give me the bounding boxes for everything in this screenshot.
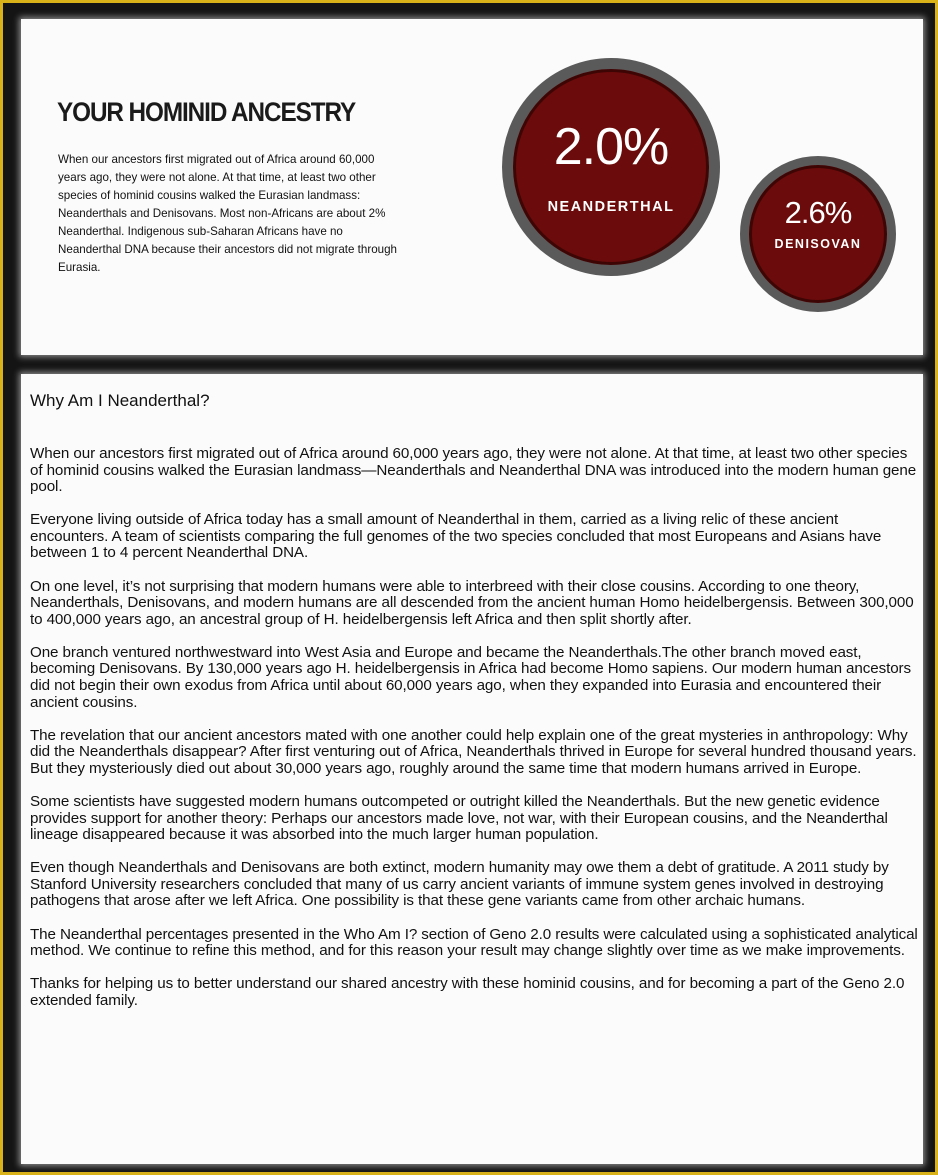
- denisovan-percentage-circle: [740, 156, 896, 312]
- denisovan-label: DENISOVAN: [774, 237, 862, 251]
- article-paragraph: Even though Neanderthals and Denisovans are both extinct, modern humanity may owe them a debt of gratitude. A 2011 study by Stanford University researchers concluded that many of us carry ancient variants of immune system genes involved in destroying pathogens that arose after we left Africa. One possibility is that these gene variants came from other archaic humans.: [30, 859, 889, 910]
- hominid-ancestry-heading: YOUR HOMINID ANCESTRY: [57, 97, 356, 127]
- hominid-ancestry-panel: [21, 19, 923, 355]
- article-paragraph: The revelation that our ancient ancestors mated with one another could help explain one of the great mysteries in anthropology: Why did the Neanderthals disappear? After first venturing out of Africa, Neanderthals thrived in Europe for several hundred thousand years. But they mysteriously died out about 30,000 years ago, roughly around the same time that modern humans arrived in Europe.: [30, 726, 917, 777]
- article-paragraph: When our ancestors first migrated out of Africa around 60,000 years ago, they were not alone. At that time, at least two other species of hominid cousins walked the Eurasian landmass—Neanderthals and Neanderthal DNA was introduced into the modern human gene pool.: [30, 445, 917, 496]
- article-paragraph: On one level, it’s not surprising that modern humans were able to interbreed with their close cousins. According to one theory, Neanderthals, Denisovans, and modern humans are all descended from the ancient human Homo heidelbergensis. Between 300,000 to 400,000 years ago, an ancestral group of H. heidelbergensis left Africa and then split shortly after.: [30, 577, 914, 628]
- neanderthal-percentage-value: 2.0%: [553, 118, 669, 176]
- article-paragraph: Everyone living outside of Africa today has a small amount of Neanderthal in them, carried as a living relic of these ancient encounters. A team of scientists comparing the full genomes of the two species concluded that most Europeans and Asians have between 1 to 4 percent Neanderthal DNA.: [30, 511, 882, 562]
- article-paragraph: Thanks for helping us to better understand our shared ancestry with these hominid cousins, and for becoming a part of the Geno 2.0 extended family.: [30, 975, 905, 1009]
- denisovan-percentage-value: 2.6%: [784, 195, 852, 230]
- article-title: Why Am I Neanderthal?: [30, 391, 210, 410]
- article-paragraph: One branch ventured northwestward into West Asia and Europe and became the Neanderthals.The other branch moved east, becoming Denisovans. By 130,000 years ago H. heidelbergensis in Africa had become Homo sapiens. Our modern human ancestors did not begin their own exodus from Africa until about 60,000 years ago, when they expanded into Eurasia and encountered their ancient cousins.: [30, 643, 911, 711]
- hominid-ancestry-intro: When our ancestors first migrated out of Africa around 60,000 years ago, they were not alone. At that time, at least two other species of hominid cousins walked the Eurasian landmass: Neanderthals and Denisovans. Most non-Africans are about 2% Neanderthal. Indigenous sub-Saharan Africans have no Neanderthal DNA because their ancestors did not migrate through Eurasia.: [58, 153, 397, 274]
- neanderthal-percentage-circle: [502, 58, 720, 276]
- article-panel: [21, 374, 923, 1164]
- article-paragraph: Some scientists have suggested modern humans outcompeted or outright killed the Neanderthals. But the new genetic evidence provides support for another theory: Perhaps our ancestors made love, not war, with their European cousins, and the Neanderthal lineage disappeared because it was absorbed into the much larger human population.: [30, 793, 888, 844]
- article-paragraph: The Neanderthal percentages presented in the Who Am I? section of Geno 2.0 results were calculated using a sophisticated analytical method. We continue to refine this method, and for this reason your result may change slightly over time as we make improvements.: [30, 925, 918, 960]
- article-body: [30, 446, 918, 1026]
- neanderthal-label: NEANDERTHAL: [547, 199, 675, 215]
